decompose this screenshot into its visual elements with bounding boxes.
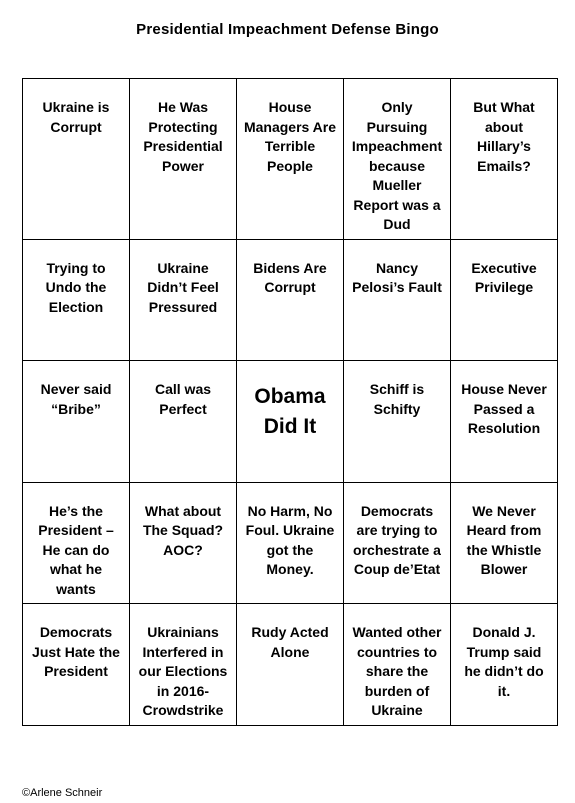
bingo-cell-25: Donald J. Trump said he didn’t do it.	[451, 604, 558, 726]
bingo-cell-17: What about The Squad? AOC?	[130, 483, 237, 605]
bingo-cell-4: Only Pursuing Impeachment because Mueller Report was a Dud	[344, 79, 451, 240]
bingo-cell-2: He Was Protecting Presidential Power	[130, 79, 237, 240]
bingo-cell-6: Trying to Undo the Election	[23, 240, 130, 362]
bingo-grid	[22, 78, 558, 726]
bingo-cell-16: He’s the President – He can do what he wants	[23, 483, 130, 605]
bingo-cell-19: Democrats are trying to orchestrate a Coup de’Etat	[344, 483, 451, 605]
bingo-cell-7: Ukraine Didn’t Feel Pressured	[130, 240, 237, 362]
bingo-cell-24: Wanted other countries to share the burden of Ukraine	[344, 604, 451, 726]
bingo-cell-14: Schiff is Schifty	[344, 361, 451, 483]
bingo-cell-11: Never said “Bribe”	[23, 361, 130, 483]
bingo-cell-22: Ukrainians Interfered in our Elections in 2016-Crowdstrike	[130, 604, 237, 726]
bingo-cell-23: Rudy Acted Alone	[237, 604, 344, 726]
bingo-cell-20: We Never Heard from the Whistle Blower	[451, 483, 558, 605]
bingo-cell-18: No Harm, No Foul. Ukraine got the Money.	[237, 483, 344, 605]
bingo-cell-15: House Never Passed a Resolution	[451, 361, 558, 483]
bingo-cell-5: But What about Hillary’s Emails?	[451, 79, 558, 240]
bingo-cell-21: Democrats Just Hate the President	[23, 604, 130, 726]
bingo-cell-3: House Managers Are Terrible People	[237, 79, 344, 240]
bingo-cell-1: Ukraine is Corrupt	[23, 79, 130, 240]
bingo-cell-12: Call was Perfect	[130, 361, 237, 483]
bingo-cell-8: Bidens Are Corrupt	[237, 240, 344, 362]
bingo-cell-10: Executive Privilege	[451, 240, 558, 362]
page-title: Presidential Impeachment Defense Bingo	[136, 21, 439, 38]
bingo-center-cell: Obama Did It	[237, 361, 344, 483]
bingo-cell-9: Nancy Pelosi’s Fault	[344, 240, 451, 362]
copyright-notice: ©Arlene Schneir	[22, 787, 103, 799]
